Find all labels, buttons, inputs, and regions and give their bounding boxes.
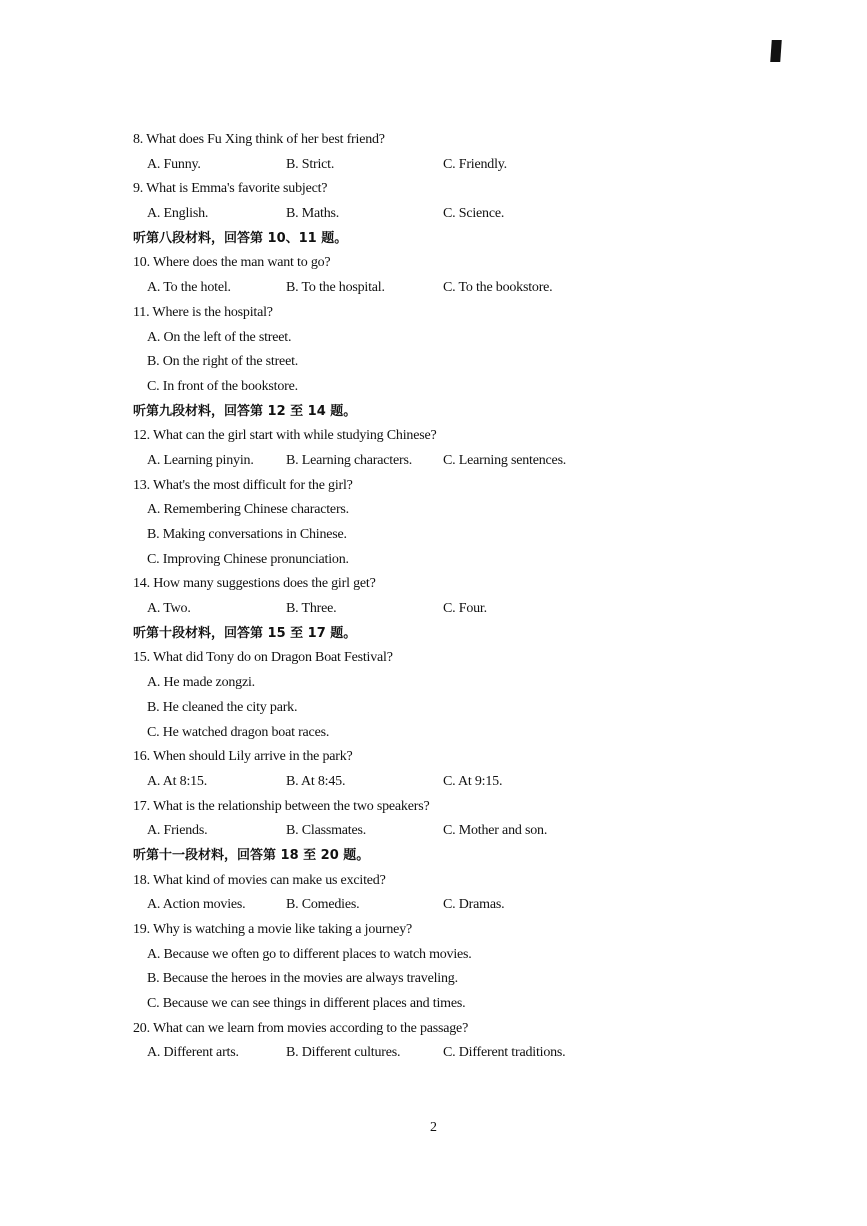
- answer-option: B. He cleaned the city park.: [147, 699, 298, 715]
- question-stem: 16. When should Lily arrive in the park?: [133, 749, 353, 765]
- answer-option: A. On the left of the street.: [147, 329, 292, 345]
- answer-option: B. Classmates.: [286, 823, 367, 839]
- answer-option: B. Making conversations in Chinese.: [147, 527, 347, 542]
- option-row: [0, 449, 867, 474]
- answer-option: C. Friendly.: [443, 156, 507, 172]
- option-row: [0, 819, 867, 844]
- answer-option: A. At 8:15.: [147, 773, 208, 789]
- answer-option: A. To the hotel.: [147, 280, 231, 296]
- answer-option: C. Dramas.: [443, 897, 505, 913]
- answer-option: B. At 8:45.: [286, 773, 346, 789]
- answer-option: B. On the right of the street.: [147, 354, 299, 370]
- option-row: [0, 770, 867, 795]
- answer-option: A. Learning pinyin.: [147, 452, 254, 468]
- answer-option: C. Science.: [443, 206, 505, 222]
- question-stem: 14. How many suggestions does the girl get?: [133, 576, 376, 592]
- answer-option: C. Because we can see things in different places and times.: [147, 996, 466, 1012]
- section-heading: 听第十一段材料，回答第 18 至 20 题。: [133, 847, 370, 863]
- question-stem: 13. What's the most difficult for the girl?: [133, 477, 353, 493]
- answer-option: B. Learning characters.: [286, 452, 413, 468]
- answer-option: C. Mother and son.: [443, 823, 548, 839]
- option-row: [0, 597, 867, 622]
- question-stem: 20. What can we learn from movies according to the passage?: [133, 1020, 469, 1036]
- section-heading: 听第八段材料，回答第 10、11 题。: [133, 230, 348, 246]
- question-stem: 8. What does Fu Xing think of her best friend?: [133, 132, 385, 147]
- answer-option: A. Different arts.: [147, 1045, 239, 1061]
- corner-mark: [770, 40, 782, 62]
- answer-option: C. At 9:15.: [443, 773, 503, 789]
- option-row: [0, 202, 867, 227]
- question-stem: 9. What is Emma's favorite subject?: [133, 181, 328, 197]
- answer-option: B. Three.: [286, 601, 337, 617]
- answer-option: A. Because we often go to different places to watch movies.: [147, 946, 472, 962]
- answer-option: C. Different traditions.: [443, 1045, 566, 1061]
- answer-option: C. Four.: [443, 601, 487, 617]
- answer-option: A. He made zongzi.: [147, 675, 255, 691]
- question-list: [0, 128, 867, 1066]
- section-heading: 听第十段材料，回答第 15 至 17 题。: [133, 625, 357, 641]
- answer-option: A. Friends.: [147, 823, 208, 839]
- answer-option: B. Strict.: [286, 156, 335, 172]
- answer-option: A. Action movies.: [147, 897, 246, 913]
- option-row: [0, 276, 867, 301]
- answer-option: B. Comedies.: [286, 897, 360, 913]
- answer-option: C. Improving Chinese pronunciation.: [147, 551, 349, 567]
- option-row: [0, 1041, 867, 1066]
- question-stem: 17. What is the relationship between the two speakers?: [133, 798, 430, 814]
- question-stem: 19. Why is watching a movie like taking a journey?: [133, 922, 413, 937]
- option-row: [0, 153, 867, 178]
- answer-option: C. Learning sentences.: [443, 452, 567, 468]
- question-stem: 18. What kind of movies can make us excited?: [133, 872, 386, 888]
- question-stem: 12. What can the girl start with while studying Chinese?: [133, 428, 437, 444]
- answer-option: A. Remembering Chinese characters.: [147, 502, 349, 518]
- answer-option: A. Funny.: [147, 156, 201, 172]
- answer-option: C. In front of the bookstore.: [147, 378, 298, 394]
- answer-option: B. Maths.: [286, 206, 340, 222]
- answer-option: C. He watched dragon boat races.: [147, 724, 330, 740]
- page-number: 2: [430, 1120, 437, 1135]
- answer-option: C. To the bookstore.: [443, 280, 553, 296]
- question-stem: 15. What did Tony do on Dragon Boat Festival?: [133, 650, 393, 666]
- section-heading: 听第九段材料，回答第 12 至 14 题。: [133, 403, 357, 419]
- question-stem: 11. Where is the hospital?: [133, 304, 273, 320]
- answer-option: B. Different cultures.: [286, 1045, 401, 1061]
- question-stem: 10. Where does the man want to go?: [133, 255, 331, 271]
- answer-option: B. Because the heroes in the movies are always traveling.: [147, 971, 458, 987]
- answer-option: A. Two.: [147, 601, 191, 617]
- answer-option: A. English.: [147, 206, 209, 222]
- option-row: [0, 893, 867, 918]
- answer-option: B. To the hospital.: [286, 280, 385, 296]
